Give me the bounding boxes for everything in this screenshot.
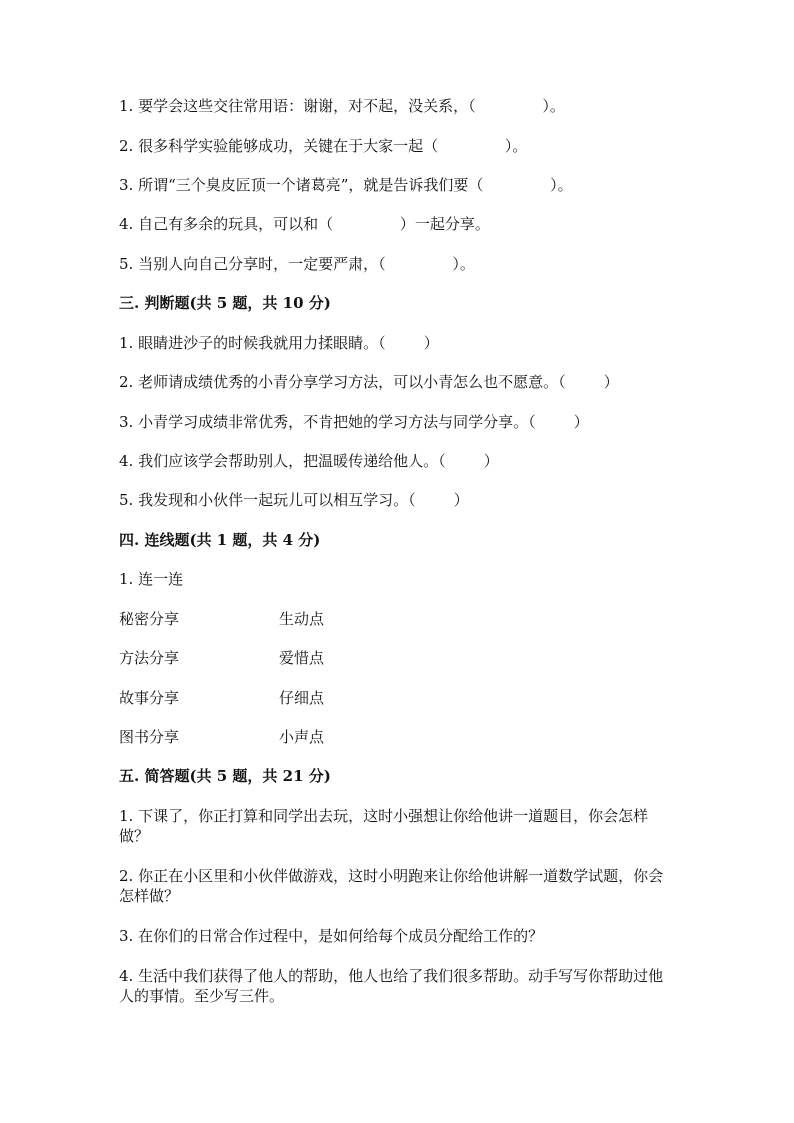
matching-left-item: 图书分享 (119, 728, 180, 746)
short-answer-question-3: 3. 在你们的日常合作过程中，是如何给每个成员分配给工作的？ (119, 927, 544, 945)
judge-question-5: 5. 我发现和小伙伴一起玩儿可以相互学习。（ ） (119, 491, 469, 509)
short-answer-question-1: 1. 下课了，你正打算和同学出去玩，这时小强想让你给他讲一道题目，你会怎样做？ (119, 807, 649, 845)
judge-question-1: 1. 眼睛进沙子的时候我就用力揉眼睛。（ ） (119, 334, 439, 352)
matching-left-item: 故事分享 (119, 689, 180, 707)
fill-question-5: 5. 当别人向自己分享时，一定要严肃，（ ）。 (119, 255, 475, 273)
matching-right-item: 小声点 (279, 728, 325, 746)
matching-left-item: 方法分享 (119, 649, 180, 667)
matching-section-heading: 四. 连线题(共 1 题，共 4 分) (119, 531, 321, 549)
short-answer-question-4: 4. 生活中我们获得了他人的帮助，他人也给了我们很多帮助。动手写写你帮助过他人的事情。至少写三件。 (119, 967, 664, 1005)
fill-question-1: 1. 要学会这些交往常用语：谢谢，对不起，没关系，（ ）。 (119, 97, 565, 115)
fill-question-2: 2. 很多科学实验能够成功，关键在于大家一起（ ）。 (119, 137, 528, 155)
matching-prompt: 1. 连一连 (119, 570, 184, 588)
judge-question-3: 3. 小青学习成绩非常优秀，不肯把她的学习方法与同学分享。（ ） (119, 413, 589, 431)
matching-right-item: 爱惜点 (279, 649, 325, 667)
matching-right-item: 仔细点 (279, 689, 325, 707)
matching-right-item: 生动点 (279, 610, 325, 628)
fill-question-4: 4. 自己有多余的玩具，可以和（ ）一起分享。 (119, 215, 490, 233)
matching-left-item: 秘密分享 (119, 610, 180, 628)
judge-question-2: 2. 老师请成绩优秀的小青分享学习方法，可以小青怎么也不愿意。（ ） (119, 373, 619, 391)
short-answer-question-2: 2. 你正在小区里和小伙伴做游戏，这时小明跑来让你给他讲解一道数学试题，你会怎样做？ (119, 867, 664, 905)
judge-section-heading: 三. 判断题(共 5 题，共 10 分) (119, 294, 331, 312)
short-answer-section-heading: 五. 简答题(共 5 题，共 21 分) (119, 767, 331, 785)
judge-question-4: 4. 我们应该学会帮助别人，把温暖传递给他人。（ ） (119, 452, 499, 470)
fill-question-3: 3. 所谓“三个臭皮匠顶一个诸葛亮”，就是告诉我们要（ ）。 (119, 176, 573, 194)
